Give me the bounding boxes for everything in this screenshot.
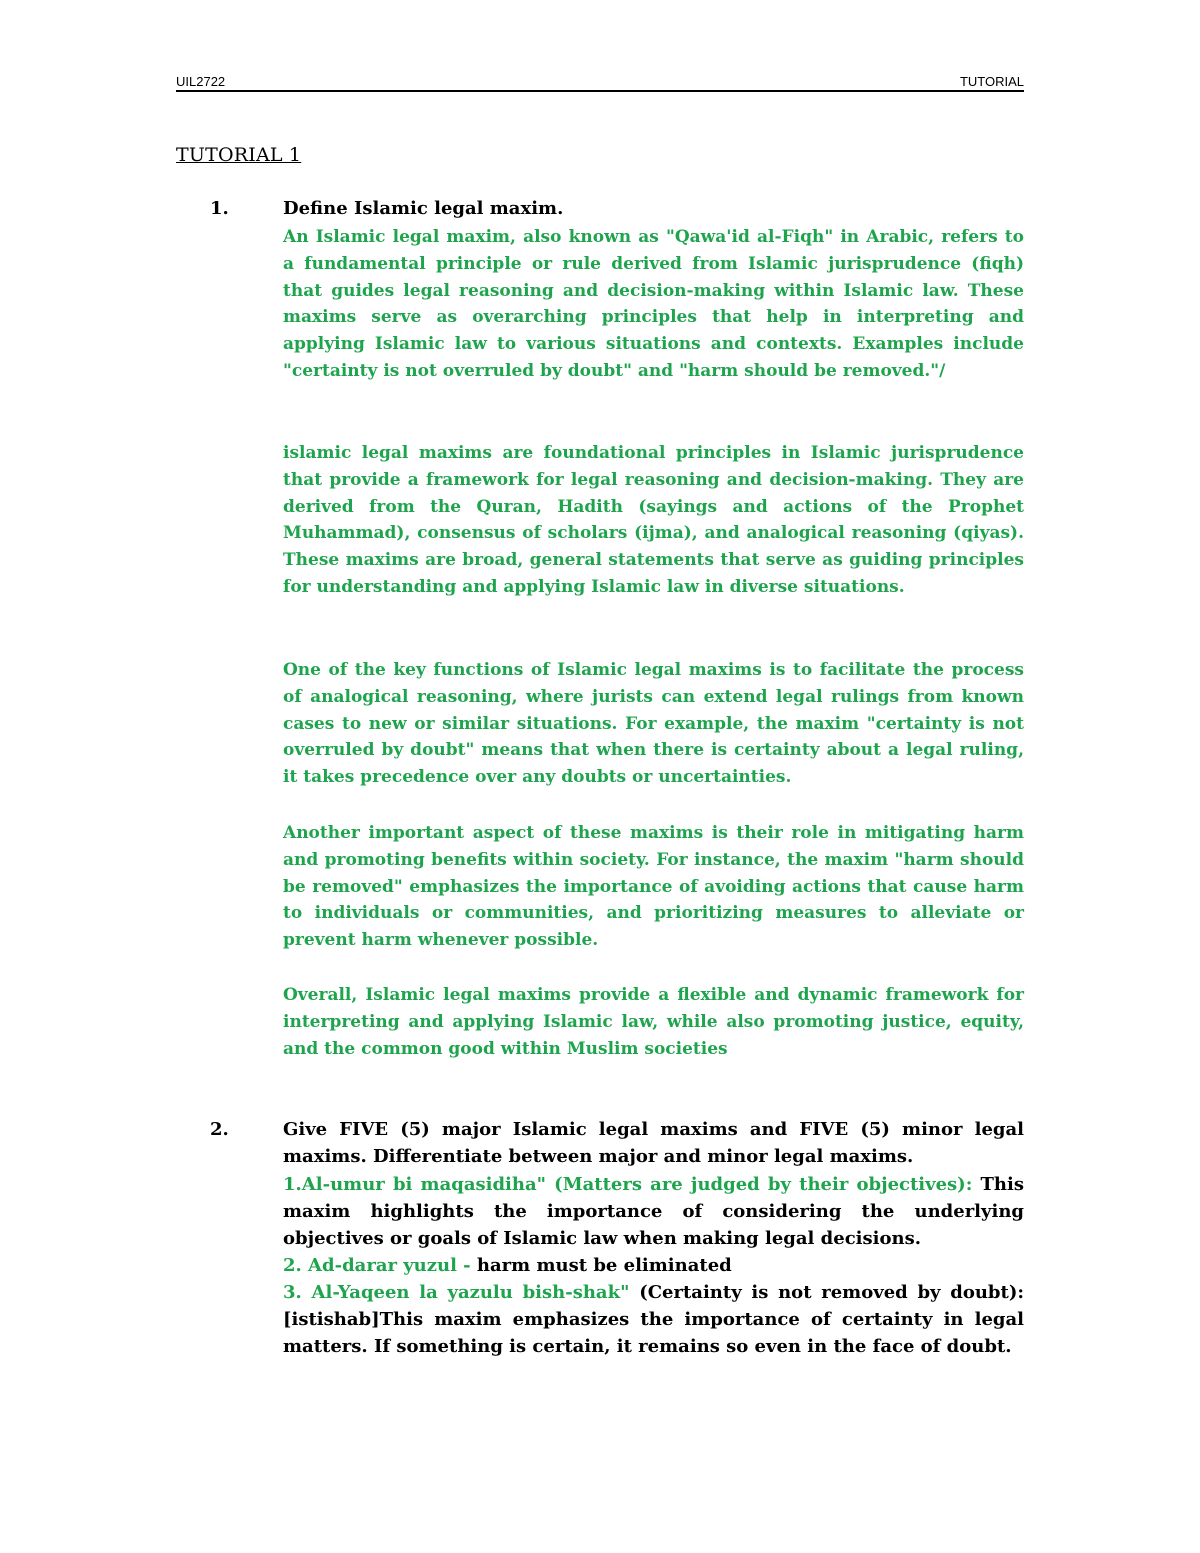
maxim-explanation: This maxim highlights the importance of considering the underlying objectives or goals of Islamic law when making legal decisions. — [283, 1174, 1024, 1249]
maxim-name: 3. Al-Yaqeen la yazulu bish-shak" — [283, 1282, 630, 1303]
q1-answer-paragraph-4: Another important aspect of these maxims is their role in mitigating harm and promoting benefits within society. For instance, the maxim "harm should be removed" emphasizes the importance of avoiding actions that cause harm to individuals or communities, and prioritizing measures to alleviate or prevent harm whenever possible. — [283, 823, 1024, 951]
question-1-prompt: Define Islamic legal maxim. — [283, 198, 564, 219]
maxim-name: 1.Al-umur bi maqasidiha" (Matters are judged by their objectives): — [283, 1174, 973, 1195]
maxim-explanation: harm must be eliminated — [470, 1255, 732, 1276]
q1-answer-paragraph-3: One of the key functions of Islamic legal maxims is to facilitate the process of analogical reasoning, where jurists can extend legal rulings from known cases to new or similar situations. For example, the maxim "certainty is not overruled by doubt" means that when there is certainty about a legal ruling, it takes precedence over any doubts or uncertainties. — [283, 660, 1024, 788]
header-label: TUTORIAL — [959, 74, 1024, 89]
question-1-number: 1. — [210, 198, 229, 219]
page-title: TUTORIAL 1 — [176, 144, 302, 166]
course-code: UIL2722 — [176, 74, 226, 89]
q2-answer-item-1 — [283, 1171, 1024, 1252]
q2-answer — [283, 1171, 1024, 1360]
q1-answer-paragraph-1: An Islamic legal maxim, also known as "Qawa'id al-Fiqh" in Arabic, refers to a fundamental principle or rule derived from Islamic jurisprudence (fiqh) that guides legal reasoning and decision-making within Islamic law. These maxims serve as overarching principles that help in interpreting and applying Islamic law to various situations and contexts. Examples include "certainty is not overruled by doubt" and "harm should be removed."/ — [283, 227, 1024, 381]
question-2-prompt: Give FIVE (5) major Islamic legal maxims and FIVE (5) minor legal maxims. Differentiate between major and minor legal maxims. — [283, 1119, 1024, 1167]
q1-answer-paragraph-2: islamic legal maxims are foundational principles in Islamic jurisprudence that provide a framework for legal reasoning and decision-making. They are derived from the Quran, Hadith (sayings and actions of the Prophet Muhammad), consensus of scholars (ijma), and analogical reasoning (qiyas). These maxims are broad, general statements that serve as guiding principles for understanding and applying Islamic law in diverse situations. — [283, 443, 1024, 597]
maxim-explanation: (Certainty is not removed by doubt): [istishab]This maxim emphasizes the importance of certainty in legal matters. If something is certain, it remains so even in the face of doubt. — [283, 1282, 1024, 1357]
q1-answer-paragraph-5: Overall, Islamic legal maxims provide a flexible and dynamic framework for interpreting and applying Islamic law, while also promoting justice, equity, and the common good within Muslim societies — [283, 985, 1024, 1059]
q2-answer-item-3 — [283, 1279, 1024, 1360]
maxim-name: 2. Ad-darar yuzul - — [283, 1255, 471, 1276]
question-1 — [283, 196, 1024, 223]
q2-answer-item-2 — [283, 1252, 1024, 1279]
question-2-number: 2. — [210, 1119, 229, 1140]
page-header — [176, 72, 1024, 90]
header-rule — [176, 90, 1024, 92]
question-2 — [283, 1117, 1024, 1171]
